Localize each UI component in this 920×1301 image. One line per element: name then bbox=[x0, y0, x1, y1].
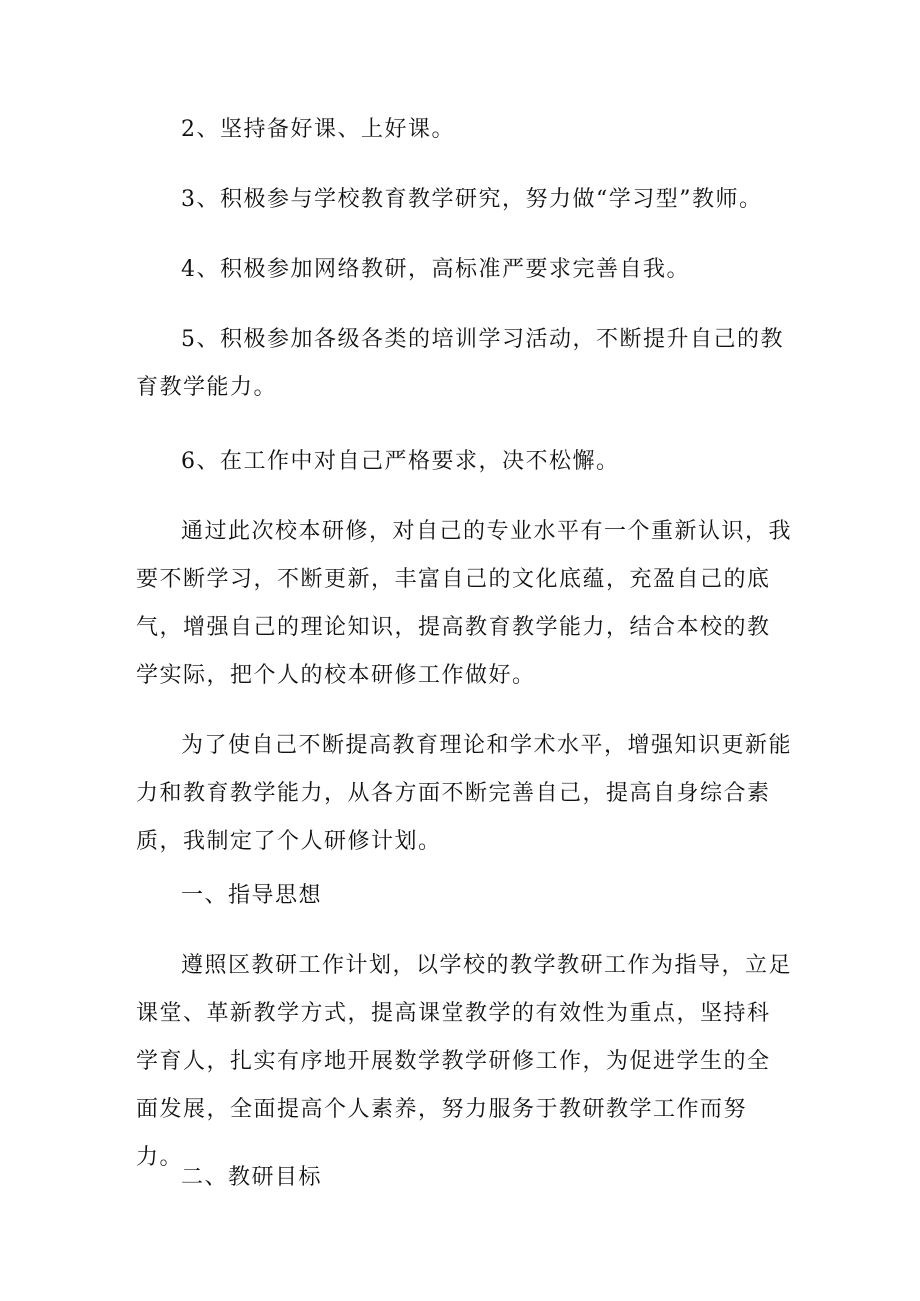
paragraph-item-3: 3、积极参与学校教育教学研究，努力做“学习型”教师。 bbox=[181, 187, 763, 212]
paragraph-item-2: 2、坚持备好课、上好课。 bbox=[181, 117, 455, 142]
paragraph-guiding-thought: 遵照区教研工作计划，以学校的教学教研工作为指导，立足课堂、革新教学方式，提高课堂教学的有效性为重点，坚持科学育人，扎实有序地开展数学教学研修工作，为促进学生的全面发展，全面提高个人素养，努力服务于教研教学工作而努力。 bbox=[136, 953, 793, 1170]
section-heading-guiding-thought: 一、指导思想 bbox=[181, 883, 323, 908]
paragraph-item-5: 5、积极参加各级各类的培训学习活动，不断提升自己的教育教学能力。 bbox=[136, 327, 784, 400]
paragraph-item-4: 4、积极参加网络教研，高标准严要求完善自我。 bbox=[181, 257, 690, 282]
paragraph-research-plan: 为了使自己不断提高教育理论和学术水平，增强知识更新能力和教育教学能力，从各方面不断完善自己，提高自身综合素质，我制定了个人研修计划。 bbox=[136, 733, 793, 854]
paragraph-school-research: 通过此次校本研修，对自己的专业水平有一个重新认识，我要不断学习，不断更新，丰富自己的文化底蕴，充盈自己的底气，增强自己的理论知识，提高教育教学能力，结合本校的教学实际，把个人的校本研修工作做好。 bbox=[136, 519, 793, 688]
section-heading-research-goals: 二、教研目标 bbox=[181, 1165, 323, 1190]
paragraph-item-6: 6、在工作中对自己严格要求，决不松懈。 bbox=[181, 449, 620, 474]
